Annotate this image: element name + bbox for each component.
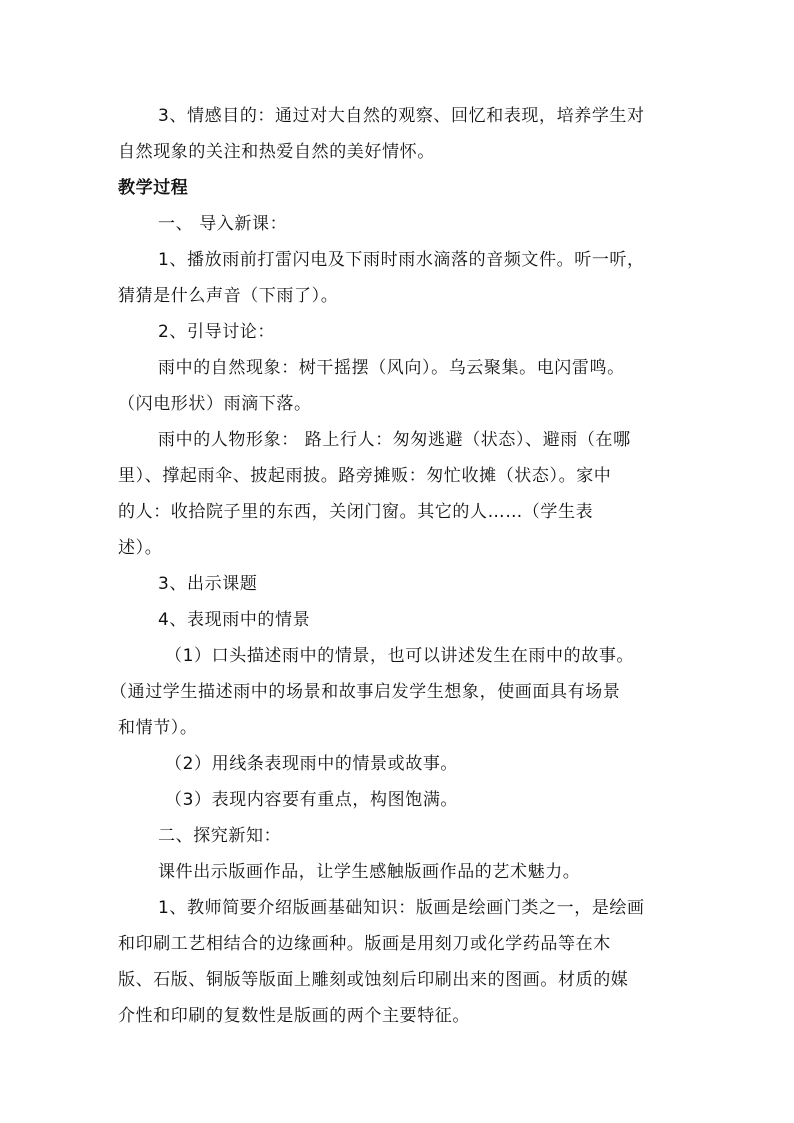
step-2-item-1-line-1: 1、教师简要介绍版画基础知识：版画是绘画门类之一，是绘画 <box>158 898 645 918</box>
step-1-heading: 一、 导入新课： <box>158 214 288 234</box>
people-images-line-4: 述）。 <box>118 538 163 558</box>
step-2-item-1-line-4: 介性和印刷的复数性是版画的两个主要特征。 <box>118 1006 470 1026</box>
step-1-item-2: 2、引导讨论： <box>158 322 276 342</box>
objective-3-line-1: 3、情感目的：通过对大自然的观察、回忆和表现，培养学生对 <box>158 106 645 126</box>
step-1-item-4: 4、表现雨中的情景 <box>158 610 311 630</box>
people-images-line-3: 的人：收拾院子里的东西，关闭门窗。其它的人……（学生表 <box>118 502 594 522</box>
objective-3-line-2: 自然现象的关注和热爱自然的美好情怀。 <box>118 142 435 162</box>
section-heading-teaching-process: 教学过程 <box>118 178 189 198</box>
step-1-item-3: 3、出示课题 <box>158 574 258 594</box>
people-images-line-1: 雨中的人物形象： 路上行人：匆匆逃避（状态）、避雨（在哪 <box>158 430 631 450</box>
step-2-item-1-line-3: 版、石版、铜版等版面上雕刻或蚀刻后印刷出来的图画。材质的媒 <box>118 970 629 990</box>
sub-item-1-line-3: 和情节）。 <box>118 718 198 738</box>
people-images-line-2: 里）、撑起雨伞、披起雨披。路旁摊贩：匆忙收摊（状态）。家中 <box>118 466 612 486</box>
step-2-item-1-line-2: 和印刷工艺相结合的边缘画种。版画是用刻刀或化学药品等在木 <box>118 934 611 954</box>
step-1-item-1-line-2: 猜猜是什么声音（下雨了）。 <box>118 286 339 306</box>
sub-item-1-line-1: （1）口头描述雨中的情景，也可以讲述发生在雨中的故事。 <box>165 646 635 666</box>
natural-phenomena-line-1: 雨中的自然现象：树干摇摆（风向）。乌云聚集。电闪雷鸣。 <box>158 358 625 378</box>
sub-item-3: （3）表现内容要有重点，构图饱满。 <box>165 790 459 810</box>
step-2-heading: 二、探究新知： <box>158 826 282 846</box>
step-1-item-1-line-1: 1、播放雨前打雷闪电及下雨时雨水滴落的音频文件。听一听， <box>158 250 645 270</box>
natural-phenomena-line-2: （闪电形状）雨滴下落。 <box>118 394 312 414</box>
sub-item-2: （2）用线条表现雨中的情景或故事。 <box>165 754 459 774</box>
sub-item-1-line-2: （通过学生描述雨中的场景和故事启发学生想象，使画面具有场景 <box>110 682 621 702</box>
step-2-intro: 课件出示版画作品，让学生感触版画作品的艺术魅力。 <box>158 862 581 882</box>
